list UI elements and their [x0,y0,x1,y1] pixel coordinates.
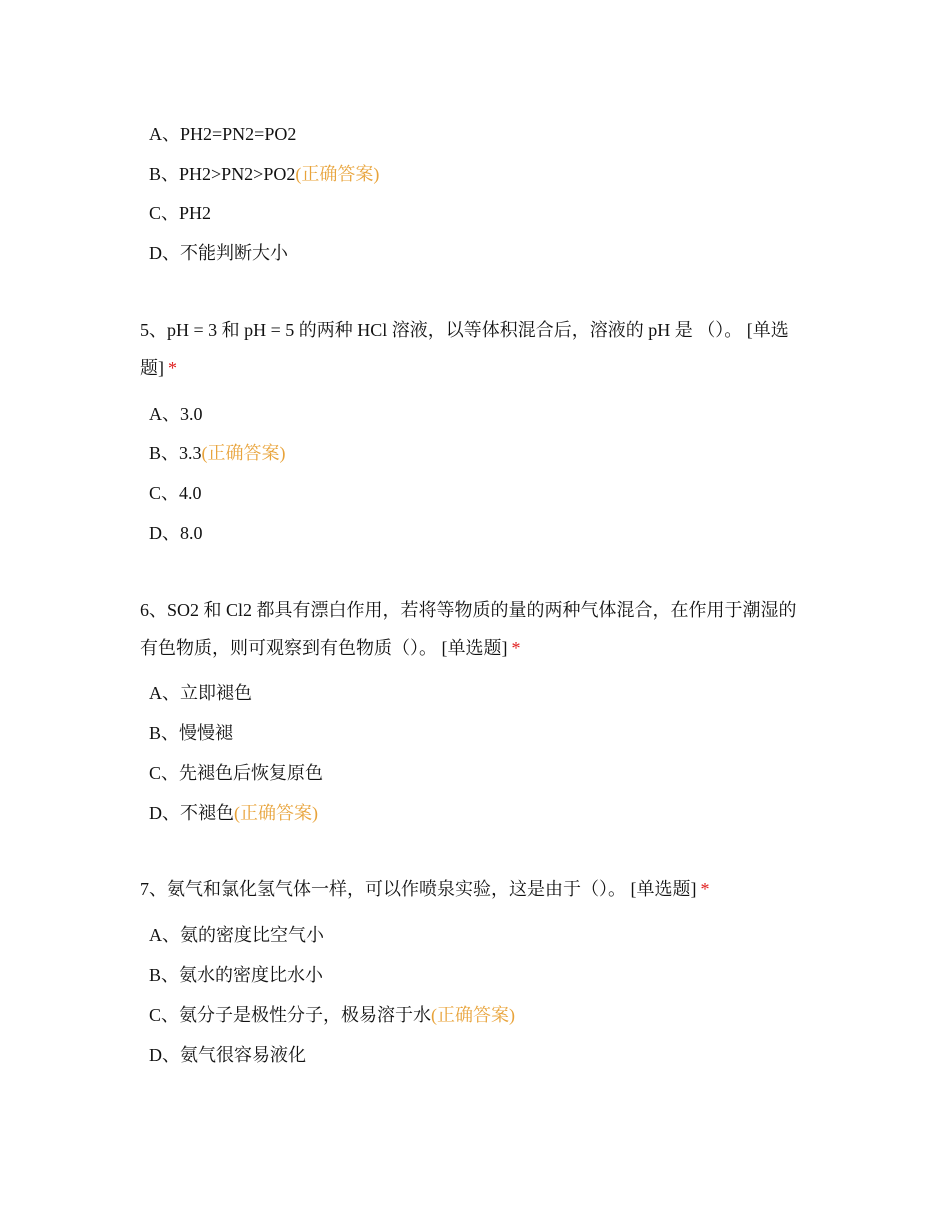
option-text: 3.3 [179,443,202,463]
option-letter: B、 [149,965,180,985]
question-text: 5、pH = 3 和 pH = 5 的两种 HCl 溶液，以等体积混合后，溶液的 pH 是 （）。 [单选题] [140,320,789,378]
option-letter: C、 [149,483,180,503]
option-text: 慢慢褪 [179,723,234,743]
required-mark: * [700,879,710,899]
option-letter: A、 [149,124,180,144]
option-4d [149,241,288,265]
option-5b [149,441,286,465]
required-mark: * [168,358,177,378]
option-text: 立即褪色 [180,683,252,703]
required-mark: * [511,638,521,658]
option-letter: D、 [149,523,180,543]
option-text: 不能判断大小 [180,243,288,263]
option-7a [149,923,324,947]
option-5a [149,402,203,426]
option-4c [149,201,211,225]
question-5-text [140,311,810,387]
option-text: 3.0 [180,404,203,424]
option-text: PH2=PN2=PO2 [180,124,297,144]
correct-answer-label: (正确答案) [431,1005,516,1025]
option-letter: B、 [149,164,180,184]
question-text: 7、氨气和氯化氢气体一样，可以作喷泉实验，这是由于（）。 [单选题] [140,879,697,899]
option-text: PH2 [179,203,212,223]
option-text: 不褪色 [180,803,234,823]
question-7-text [140,870,810,908]
option-text: 氨气很容易液化 [180,1045,306,1065]
option-text: 氨水的密度比水小 [179,965,324,985]
option-7c [149,1003,515,1027]
correct-answer-label: (正确答案) [295,164,380,184]
option-text: PH2>PN2>PO2 [179,164,296,184]
option-4b [149,162,379,186]
question-text: 6、SO2 和 Cl2 都具有漂白作用，若将等物质的量的两种气体混合，在作用于潮湿的有色物质，则可观察到有色物质（）。 [单选题] [140,600,797,658]
option-letter: D、 [149,1045,180,1065]
option-5c [149,481,202,505]
question-6-text [140,591,810,667]
option-7b [149,963,323,987]
option-text: 8.0 [180,523,203,543]
option-7d [149,1043,306,1067]
option-letter: D、 [149,243,180,263]
option-6c [149,761,323,785]
option-letter: B、 [149,723,180,743]
option-letter: A、 [149,925,180,945]
option-letter: A、 [149,404,180,424]
option-6a [149,681,252,705]
option-letter: D、 [149,803,180,823]
option-text: 氨分子是极性分子，极易溶于水 [179,1005,432,1025]
option-letter: C、 [149,203,180,223]
option-text: 4.0 [179,483,202,503]
option-5d [149,521,203,545]
option-letter: A、 [149,683,180,703]
option-text: 先褪色后恢复原色 [179,763,324,783]
option-text: 氨的密度比空气小 [180,925,324,945]
option-4a [149,122,296,146]
option-6b [149,721,233,745]
option-letter: C、 [149,763,180,783]
option-letter: B、 [149,443,180,463]
option-letter: C、 [149,1005,180,1025]
option-6d [149,801,318,825]
correct-answer-label: (正确答案) [234,803,318,823]
correct-answer-label: (正确答案) [201,443,286,463]
